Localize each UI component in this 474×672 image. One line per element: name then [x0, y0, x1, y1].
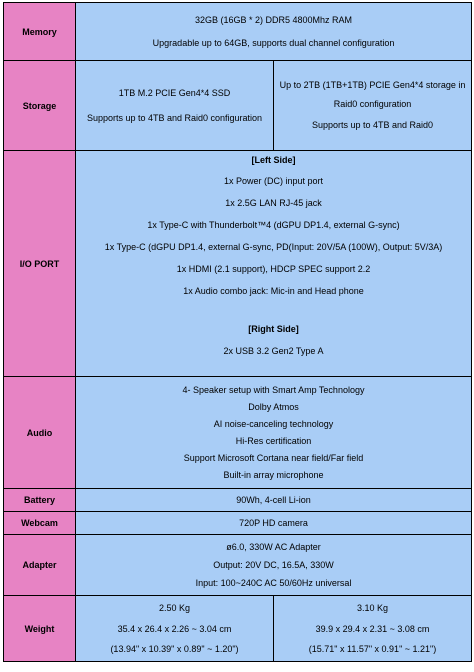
io-left-item-1: 1x Power (DC) input port	[223, 176, 324, 186]
io-left-heading: [Left Side]	[251, 155, 296, 165]
adapter-line-1: ø6.0, 330W AC Adapter	[226, 541, 321, 552]
memory-value	[76, 3, 472, 61]
io-value	[76, 151, 472, 377]
weight-right-line-2: 39.9 x 29.4 x 2.31 ~ 3.08 cm	[315, 623, 430, 634]
adapter-line-3: Input: 100~240C AC 50/60Hz universal	[195, 577, 352, 588]
audio-value	[76, 377, 472, 489]
weight-row	[4, 596, 472, 662]
storage-right	[274, 61, 472, 151]
io-left-item-4: 1x Type-C (dGPU DP1.4, external G-sync, PD(Input: 20V/5A (100W), Output: 5V/3A)	[104, 242, 443, 252]
weight-left	[76, 596, 274, 662]
weight-left-line-3: (13.94" x 10.39" x 0.89" ~ 1.20")	[110, 643, 239, 654]
storage-left-line-2: Supports up to 4TB and Raid0 configuration	[86, 112, 263, 123]
storage-left-line-1: 1TB M.2 PCIE Gen4*4 SSD	[118, 87, 231, 98]
adapter-label: Adapter	[4, 535, 76, 596]
audio-line-6: Built-in array microphone	[223, 469, 324, 480]
battery-label: Battery	[4, 489, 76, 512]
storage-left	[76, 61, 274, 151]
io-right-item-1: 2x USB 3.2 Gen2 Type A	[223, 346, 324, 356]
storage-row	[4, 61, 472, 151]
weight-left-line-1: 2.50 Kg	[158, 602, 191, 613]
memory-label: Memory	[4, 3, 76, 61]
weight-left-line-2: 35.4 x 26.4 x 2.26 ~ 3.04 cm	[117, 623, 232, 634]
io-label: I/O PORT	[4, 151, 76, 377]
adapter-row	[4, 535, 472, 596]
io-left-item-3: 1x Type-C with Thunderbolt™4 (dGPU DP1.4, external G-sync)	[147, 220, 400, 230]
memory-row	[4, 3, 472, 61]
audio-row	[4, 377, 472, 489]
weight-label: Weight	[4, 596, 76, 662]
webcam-label: Webcam	[4, 512, 76, 535]
audio-line-3: AI noise-canceling technology	[213, 418, 334, 429]
webcam-value: 720P HD camera	[76, 512, 472, 535]
audio-line-2: Dolby Atmos	[248, 401, 299, 412]
memory-line-1: 32GB (16GB * 2) DDR5 4800Mhz RAM	[194, 14, 353, 25]
webcam-row	[4, 512, 472, 535]
storage-right-line-2: Raid0 configuration	[333, 99, 412, 109]
storage-label: Storage	[4, 61, 76, 151]
storage-right-line-1: Up to 2TB (1TB+1TB) PCIE Gen4*4 storage in	[279, 80, 466, 90]
battery-row	[4, 489, 472, 512]
battery-value: 90Wh, 4-cell Li-ion	[76, 489, 472, 512]
weight-right	[274, 596, 472, 662]
io-left-item-6: 1x Audio combo jack: Mic-in and Head phone	[183, 286, 364, 296]
audio-line-5: Support Microsoft Cortana near field/Far field	[183, 452, 364, 463]
audio-line-4: Hi-Res certification	[235, 435, 312, 446]
io-row	[4, 151, 472, 377]
spec-table	[3, 2, 472, 662]
io-left-item-2: 1x 2.5G LAN RJ-45 jack	[225, 198, 322, 208]
memory-line-2: Upgradable up to 64GB, supports dual channel configuration	[152, 37, 395, 48]
io-left-item-5: 1x HDMI (2.1 support), HDCP SPEC support 2.2	[176, 264, 371, 274]
weight-right-line-3: (15.71" x 11.57" x 0.91" ~ 1.21")	[308, 643, 437, 654]
adapter-line-2: Output: 20V DC, 16.5A, 330W	[213, 559, 334, 570]
io-right-heading: [Right Side]	[248, 324, 299, 334]
weight-right-line-1: 3.10 Kg	[356, 602, 389, 613]
storage-right-line-3: Supports up to 4TB and Raid0	[311, 120, 434, 130]
audio-label: Audio	[4, 377, 76, 489]
audio-line-1: 4- Speaker setup with Smart Amp Technology	[182, 384, 365, 395]
adapter-value	[76, 535, 472, 596]
